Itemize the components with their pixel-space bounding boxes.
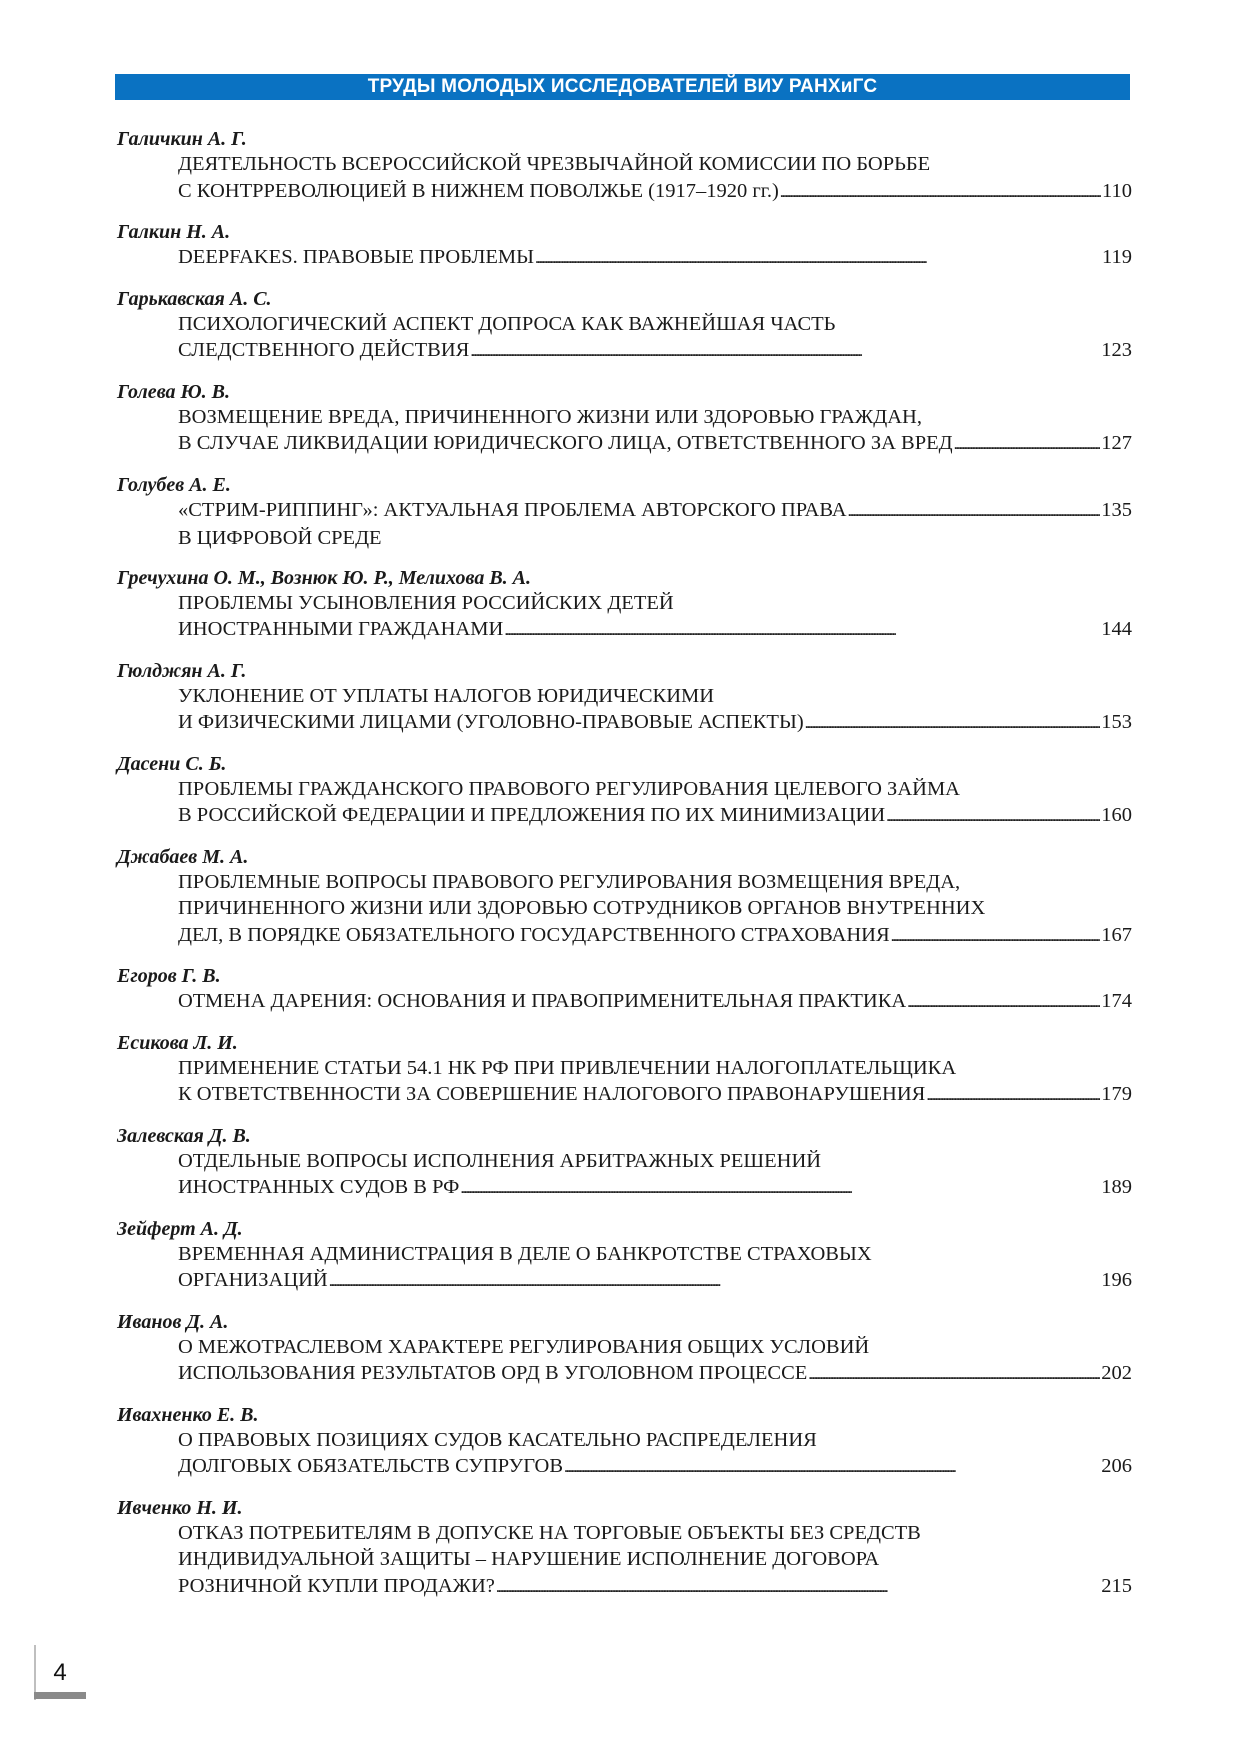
toc-title-line-with-page	[178, 1573, 1132, 1602]
toc-author: Иванов Д. А.	[117, 1310, 229, 1333]
dot-leader	[954, 430, 1101, 459]
toc-page-number: 179	[1101, 1083, 1132, 1105]
toc-title-line: О ПРАВОВЫХ ПОЗИЦИЯХ СУДОВ КАСАТЕЛЬНО РАСПРЕДЕЛЕНИЯ	[178, 1428, 817, 1451]
toc-title-line: ВОЗМЕЩЕНИЕ ВРЕДА, ПРИЧИНЕННОГО ЖИЗНИ ИЛИ ЗДОРОВЬЮ ГРАЖДАН,	[178, 405, 922, 428]
toc-author: Есикова Л. И.	[117, 1031, 238, 1054]
dot-leader	[891, 922, 1101, 951]
dot-leader	[780, 178, 1101, 207]
toc-entry	[117, 1217, 1132, 1296]
toc-entry	[117, 1031, 1132, 1110]
toc-entry	[117, 566, 1132, 645]
toc-entry	[117, 380, 1132, 459]
toc-title-line: ПСИХОЛОГИЧЕСКИЙ АСПЕКТ ДОПРОСА КАК ВАЖНЕЙШАЯ ЧАСТЬ	[178, 312, 836, 335]
toc-page-number: 153	[1101, 711, 1132, 733]
toc-title-text: ДЕЛ, В ПОРЯДКЕ ОБЯЗАТЕЛЬНОГО ГОСУДАРСТВЕННОГО СТРАХОВАНИЯ	[178, 923, 890, 946]
toc-title	[178, 497, 1132, 552]
toc-title	[178, 590, 1132, 645]
toc-author: Джабаев М. А.	[117, 845, 249, 868]
toc-title	[178, 1427, 1132, 1482]
toc-title-line-with-page	[178, 178, 1132, 207]
toc-title-line: ВРЕМЕННАЯ АДМИНИСТРАЦИЯ В ДЕЛЕ О БАНКРОТСТВЕ СТРАХОВЫХ	[178, 1242, 872, 1265]
toc-entry	[117, 1310, 1132, 1389]
toc-page-number: 123	[1101, 339, 1132, 361]
toc-author: Галкин Н. А.	[117, 221, 231, 243]
dot-leader	[886, 802, 1100, 831]
toc-title-line-with-page	[178, 922, 1132, 951]
toc-page-number: 135	[1101, 498, 1132, 521]
toc-title	[178, 776, 1132, 831]
toc-title-text: РОЗНИЧНОЙ КУПЛИ ПРОДАЖИ?	[178, 1574, 495, 1597]
toc-title-text: ОТМЕНА ДАРЕНИЯ: ОСНОВАНИЯ И ПРАВОПРИМЕНИТЕЛЬНАЯ ПРАКТИКА	[178, 990, 907, 1012]
toc-title	[178, 683, 1132, 738]
toc-title	[178, 1334, 1132, 1389]
toc-page-number: 144	[1101, 618, 1132, 640]
toc-title	[178, 1055, 1132, 1110]
dot-leader	[460, 1174, 1100, 1203]
dot-leader	[504, 616, 1100, 645]
dot-leader	[329, 1267, 1101, 1296]
toc-title-line: ИНДИВИДУАЛЬНОЙ ЗАЩИТЫ – НАРУШЕНИЕ ИСПОЛНЕНИЕ ДОГОВОРА	[178, 1548, 880, 1570]
toc-title-text: В РОССИЙСКОЙ ФЕДЕРАЦИИ И ПРЕДЛОЖЕНИЯ ПО ИХ МИНИМИЗАЦИИ	[178, 804, 886, 826]
toc-page-number: 206	[1101, 1455, 1132, 1477]
toc-title-line: В ЦИФРОВОЙ СРЕДЕ	[178, 527, 382, 549]
toc-title	[178, 404, 1132, 459]
toc-title-text: ОРГАНИЗАЦИЙ	[178, 1269, 328, 1291]
toc-page-number: 189	[1101, 1176, 1132, 1198]
dot-leader	[564, 1453, 1100, 1482]
toc-title	[178, 988, 1132, 1017]
dot-leader	[805, 709, 1101, 738]
toc-title-text: К ОТВЕТСТВЕННОСТИ ЗА СОВЕРШЕНИЕ НАЛОГОВОГО ПРАВОНАРУШЕНИЯ	[178, 1083, 926, 1105]
toc-entry	[117, 127, 1132, 206]
toc-title-line-with-page	[178, 1267, 1132, 1296]
dot-leader	[907, 988, 1100, 1017]
toc-title	[178, 151, 1132, 206]
toc-title-line: ОТКАЗ ПОТРЕБИТЕЛЯМ В ДОПУСКЕ НА ТОРГОВЫЕ ОБЪЕКТЫ БЕЗ СРЕДСТВ	[178, 1521, 921, 1544]
toc-author: Ивченко Н. И.	[117, 1496, 243, 1519]
toc-entry	[117, 752, 1132, 831]
toc-title-line: О МЕЖОТРАСЛЕВОМ ХАРАКТЕРЕ РЕГУЛИРОВАНИЯ ОБЩИХ УСЛОВИЙ	[178, 1335, 870, 1358]
toc-title-text: В СЛУЧАЕ ЛИКВИДАЦИИ ЮРИДИЧЕСКОГО ЛИЦА, ОТВЕТСТВЕННОГО ЗА ВРЕД	[178, 432, 953, 454]
dot-leader	[808, 1360, 1100, 1389]
toc-page-number: 160	[1101, 804, 1132, 826]
dot-leader	[535, 244, 1101, 273]
toc-title-line: УКЛОНЕНИЕ ОТ УПЛАТЫ НАЛОГОВ ЮРИДИЧЕСКИМИ	[178, 684, 715, 707]
toc-title-text: «СТРИМ-РИППИНГ»: АКТУАЛЬНАЯ ПРОБЛЕМА АВТОРСКОГО ПРАВА	[178, 498, 847, 521]
dot-leader	[926, 1081, 1100, 1110]
toc-author: Дасени С. Б.	[117, 752, 227, 775]
running-header: ТРУДЫ МОЛОДЫХ ИССЛЕДОВАТЕЛЕЙ ВИУ РАНХиГС	[115, 74, 1130, 100]
toc-page-number: 127	[1101, 432, 1132, 454]
toc-page-number: 202	[1101, 1362, 1132, 1384]
toc-title-text: С КОНТРРЕВОЛЮЦИЕЙ В НИЖНЕМ ПОВОЛЖЬЕ (1917–1920 гг.)	[178, 179, 779, 202]
page-number-bar	[34, 1692, 86, 1699]
toc-title-line: ПРОБЛЕМЫ УСЫНОВЛЕНИЯ РОССИЙСКИХ ДЕТЕЙ	[178, 591, 674, 614]
toc-title	[178, 869, 1132, 951]
toc-title-line-with-page	[178, 988, 1132, 1017]
toc-title-line-with-page	[178, 802, 1132, 831]
table-of-contents	[117, 127, 1132, 1615]
toc-entry	[117, 1403, 1132, 1482]
toc-title-text: DEEPFAKES. ПРАВОВЫЕ ПРОБЛЕМЫ	[178, 246, 535, 268]
toc-title	[178, 244, 1132, 273]
toc-entry	[117, 1496, 1132, 1602]
toc-entry	[117, 659, 1132, 738]
toc-entry	[117, 1124, 1132, 1203]
dot-leader	[848, 497, 1101, 526]
toc-entry	[117, 287, 1132, 366]
toc-author: Егоров Г. В.	[117, 965, 221, 987]
toc-author: Гарькавская А. С.	[117, 287, 272, 310]
toc-author: Ивахненко Е. В.	[117, 1403, 259, 1426]
toc-title	[178, 1520, 1132, 1602]
toc-title-text: ИНОСТРАННЫХ СУДОВ В РФ	[178, 1176, 460, 1198]
dot-leader	[496, 1573, 1100, 1602]
toc-title-line-with-page	[178, 709, 1132, 738]
toc-entry	[117, 964, 1132, 1017]
page-number: 4	[53, 1659, 67, 1686]
toc-title	[178, 1148, 1132, 1203]
dot-leader	[470, 337, 1100, 366]
toc-author: Гюлджян А. Г.	[117, 659, 247, 682]
toc-title-line-with-page	[178, 1453, 1132, 1482]
toc-title-line: ДЕЯТЕЛЬНОСТЬ ВСЕРОССИЙСКОЙ ЧРЕЗВЫЧАЙНОЙ КОМИССИИ ПО БОРЬБЕ	[178, 153, 931, 175]
toc-entry	[117, 473, 1132, 552]
toc-title-line: ПРОБЛЕМЫ ГРАЖДАНСКОГО ПРАВОВОГО РЕГУЛИРОВАНИЯ ЦЕЛЕВОГО ЗАЙМА	[178, 777, 960, 800]
toc-title-line-with-page	[178, 497, 1132, 526]
toc-title-text: СЛЕДСТВЕННОГО ДЕЙСТВИЯ	[178, 339, 470, 361]
toc-title-text: И ФИЗИЧЕСКИМИ ЛИЦАМИ (УГОЛОВНО-ПРАВОВЫЕ АСПЕКТЫ)	[178, 711, 804, 733]
toc-title-line: ПРОБЛЕМНЫЕ ВОПРОСЫ ПРАВОВОГО РЕГУЛИРОВАНИЯ ВОЗМЕЩЕНИЯ ВРЕДА,	[178, 870, 961, 893]
toc-author: Залевская Д. В.	[117, 1124, 251, 1147]
toc-page-number: 167	[1101, 923, 1132, 946]
toc-page-number: 119	[1102, 246, 1132, 268]
toc-title-line-with-page	[178, 337, 1132, 366]
toc-title-line-with-page	[178, 1174, 1132, 1203]
toc-author: Голубев А. Е.	[117, 473, 231, 496]
toc-author: Галичкин А. Г.	[117, 128, 247, 150]
toc-title-line-with-page	[178, 1081, 1132, 1110]
toc-title-line-with-page	[178, 616, 1132, 645]
toc-page-number: 215	[1101, 1574, 1132, 1597]
toc-entry	[117, 845, 1132, 951]
toc-title	[178, 1241, 1132, 1296]
toc-author: Зейферт А. Д.	[117, 1217, 243, 1240]
toc-title-text: ДОЛГОВЫХ ОБЯЗАТЕЛЬСТВ СУПРУГОВ	[178, 1455, 564, 1477]
toc-entry	[117, 220, 1132, 273]
toc-page-number: 110	[1102, 179, 1132, 202]
toc-author: Голева Ю. В.	[117, 380, 230, 403]
toc-title-line-with-page	[178, 244, 1132, 273]
toc-author: Гречухина О. М., Вознюк Ю. Р., Мелихова В. А.	[117, 566, 532, 589]
toc-title-line-with-page	[178, 430, 1132, 459]
toc-title-line: ОТДЕЛЬНЫЕ ВОПРОСЫ ИСПОЛНЕНИЯ АРБИТРАЖНЫХ РЕШЕНИЙ	[178, 1149, 822, 1172]
toc-page-number: 174	[1101, 990, 1132, 1012]
toc-title-line: ПРИЧИНЕННОГО ЖИЗНИ ИЛИ ЗДОРОВЬЮ СОТРУДНИКОВ ОРГАНОВ ВНУТРЕННИХ	[178, 897, 986, 919]
toc-title-line: ПРИМЕНЕНИЕ СТАТЬИ 54.1 НК РФ ПРИ ПРИВЛЕЧЕНИИ НАЛОГОПЛАТЕЛЬЩИКА	[178, 1056, 957, 1079]
toc-title-text: ИНОСТРАННЫМИ ГРАЖДАНАМИ	[178, 618, 504, 640]
toc-title-text: ИСПОЛЬЗОВАНИЯ РЕЗУЛЬТАТОВ ОРД В УГОЛОВНОМ ПРОЦЕССЕ	[178, 1362, 808, 1384]
toc-title	[178, 311, 1132, 366]
toc-title-line-with-page	[178, 1360, 1132, 1389]
toc-page-number: 196	[1101, 1269, 1132, 1291]
